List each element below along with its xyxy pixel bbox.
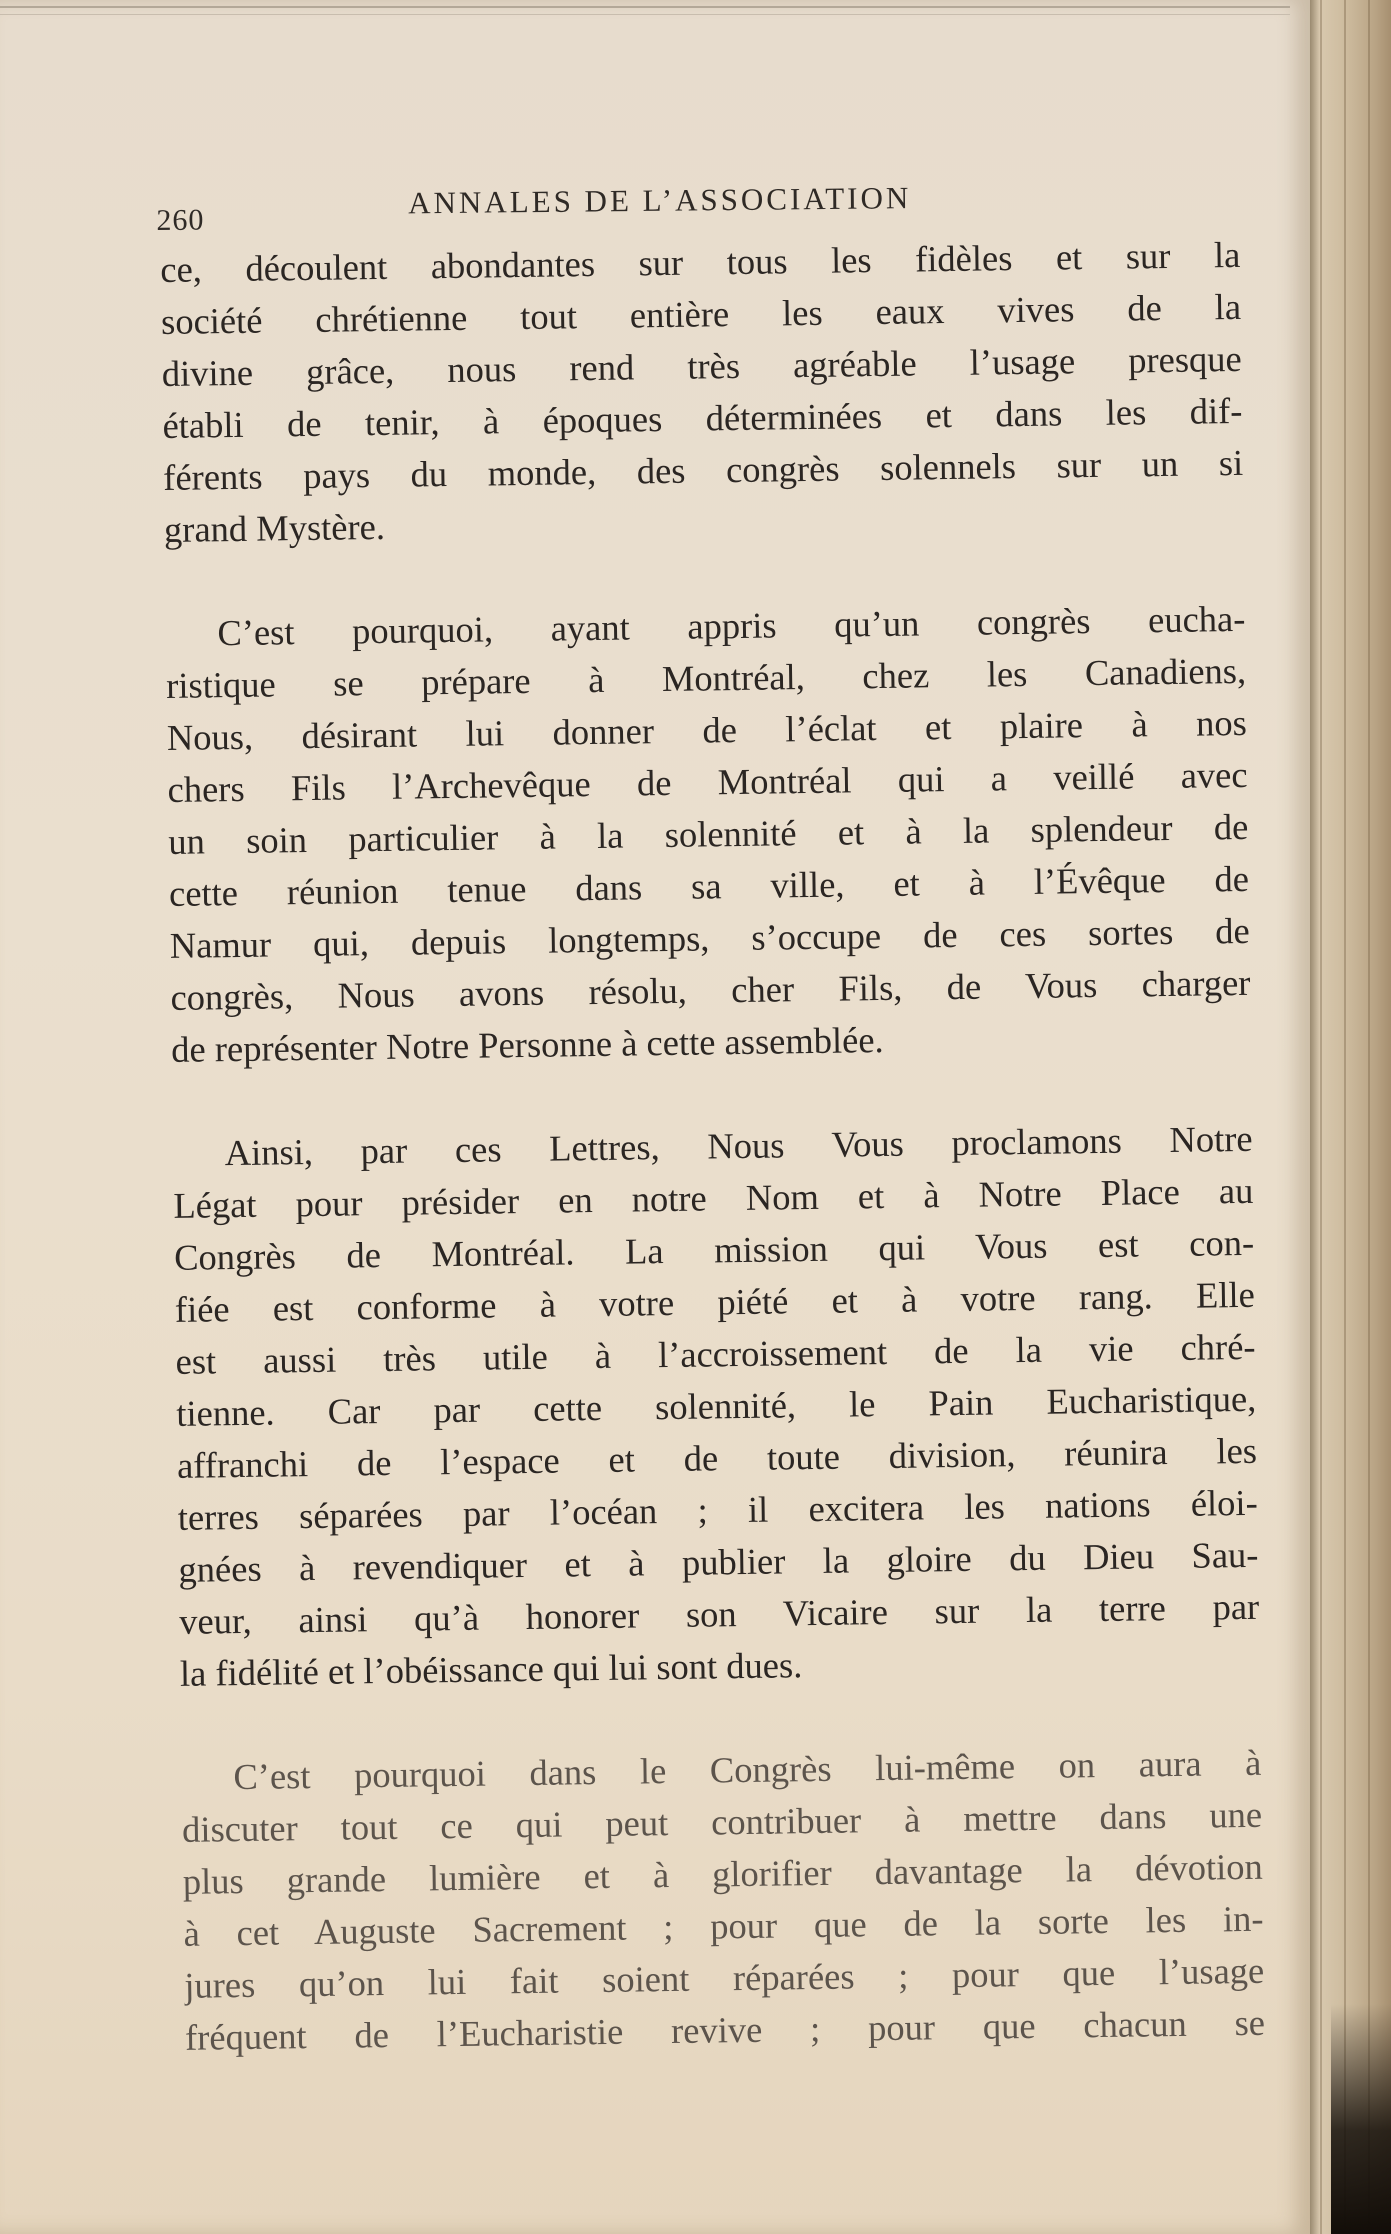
text-line: société chrétienne tout entière les eaux vives de la <box>160 285 1242 342</box>
text-line: gnées à revendiquer et à publier la gloire du Dieu Sau- <box>178 1533 1259 1590</box>
page-edge-line <box>1320 0 1322 2234</box>
top-rule-secondary <box>0 14 1290 15</box>
text-line: plus grande lumière et à glorifier davantage la dévotion <box>182 1845 1264 1902</box>
text-line: divine grâce, nous rend très agréable l’usage presque <box>161 337 1242 394</box>
text-line: Namur qui, depuis longtemps, s’occupe de ces sortes de <box>169 909 1250 966</box>
body-text <box>160 229 1265 2064</box>
running-head: ANNALES DE L’ASSOCIATION <box>407 180 912 221</box>
paragraph-3 <box>172 1113 1260 1700</box>
text-line: veur, ainsi qu’à honorer son Vicaire sur la terre par <box>178 1585 1260 1642</box>
text-line: ce, découlent abondantes sur tous les fidèles et sur la <box>160 233 1241 290</box>
text-line: est aussi très utile à l’accroissement de la vie chré- <box>175 1325 1256 1382</box>
paragraph-1 <box>160 229 1244 556</box>
text-line: terres séparées par l’océan ; il excitera les nations éloi- <box>177 1481 1258 1538</box>
binding-shadow <box>1331 2004 1391 2234</box>
text-line: discuter tout ce qui peut contribuer à mettre dans une <box>181 1793 1263 1850</box>
text-line: à cet Auguste Sacrement ; pour que de la sorte les in- <box>183 1897 1264 1954</box>
text-line: grand Mystère. <box>163 505 386 550</box>
text-line: de représenter Notre Personne à cette assemblée. <box>170 1018 884 1070</box>
text-line: tienne. Car par cette solennité, le Pain Eucharistique, <box>176 1377 1257 1434</box>
text-line: la fidélité et l’obéissance qui lui sont dues. <box>179 1644 803 1694</box>
top-rule <box>0 6 1290 8</box>
page-header <box>156 177 1236 238</box>
text-line: un soin particulier à la solennité et à la splendeur de <box>168 805 1249 862</box>
text-line: Ainsi, par ces Lettres, Nous Vous proclamons Notre <box>224 1117 1253 1174</box>
text-line: Légat pour présider en notre Nom et à Notre Place au <box>173 1169 1254 1226</box>
page-edge-line <box>1344 0 1346 2234</box>
paragraph-2 <box>165 593 1251 1076</box>
page-edge-line <box>1368 0 1370 2234</box>
text-line: fréquent de l’Eucharistie revive ; pour que chacun se <box>184 2001 1266 2058</box>
page-edge <box>1310 0 1391 2234</box>
text-line: établi de tenir, à époques déterminées et dans les dif- <box>162 389 1243 446</box>
paragraph-4 <box>181 1737 1265 2064</box>
text-line: chers Fils l’Archevêque de Montréal qui a veillé avec <box>167 753 1248 810</box>
text-line: C’est pourquoi, ayant appris qu’un congrès eucha- <box>217 597 1246 654</box>
text-line: Congrès de Montréal. La mission qui Vous est con- <box>173 1221 1255 1278</box>
text-line: congrès, Nous avons résolu, cher Fils, de Vous charger <box>170 961 1251 1018</box>
text-line: cette réunion tenue dans sa ville, et à l’Évêque de <box>168 857 1250 914</box>
text-line: C’est pourquoi dans le Congrès lui-même on aura à <box>233 1741 1262 1798</box>
text-line: Nous, désirant lui donner de l’éclat et plaire à nos <box>166 701 1248 758</box>
text-line: jures qu’on lui fait soient réparées ; pour que l’usage <box>184 1949 1265 2006</box>
text-line: ristique se prépare à Montréal, chez les Canadiens, <box>165 649 1247 706</box>
text-line: férents pays du monde, des congrès solennels sur un si <box>162 441 1244 498</box>
page-number: 260 <box>156 203 205 237</box>
text-line: fiée est conforme à votre piété et à votre rang. Elle <box>174 1273 1256 1330</box>
text-line: affranchi de l’espace et de toute division, réunira les <box>176 1429 1258 1486</box>
